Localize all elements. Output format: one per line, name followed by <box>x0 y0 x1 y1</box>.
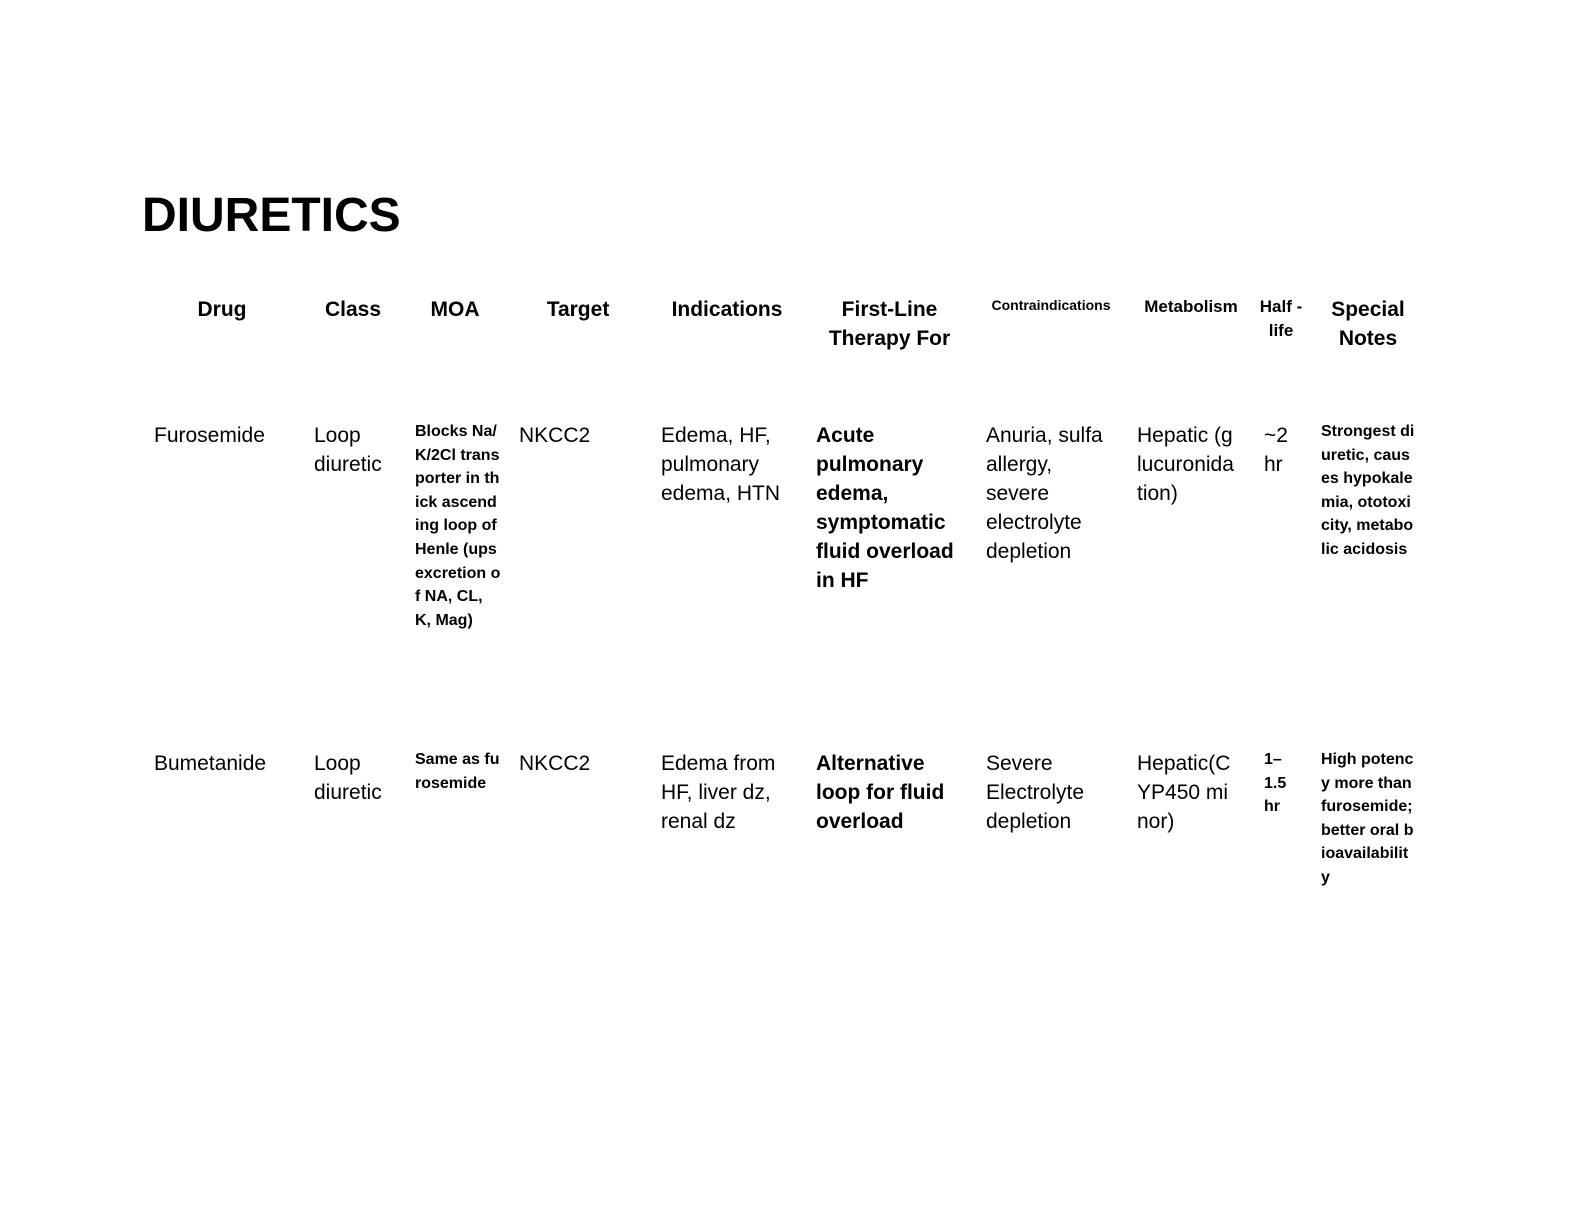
table-cell-special-notes: High potency more than furosemide; better oral bioavailability <box>1321 751 1414 886</box>
table-cell-moa: Blocks Na/K/2Cl transporter in thick ascending loop of Henle (ups excretion of NA, CL, K, Mag) <box>415 423 501 629</box>
table-cell-special-notes: Strongest diuretic, causes hypokalemia, ototoxicity, metabolic acidosis <box>1321 423 1415 558</box>
table-cell-first-line: Acute pulmonary edema, symptomatic fluid overload in HF <box>816 424 954 592</box>
table-cell-drug: Bumetanide <box>154 752 267 775</box>
header-indications: Indications <box>671 298 783 321</box>
header-special-notes: Special Notes <box>1331 298 1405 350</box>
table-cell-indications: Edema, HF, pulmonary edema, HTN <box>661 424 781 505</box>
header-class: Class <box>324 298 382 321</box>
header-metabolism: Metabolism <box>1144 297 1238 316</box>
header-half-life: Half -life <box>1259 297 1303 340</box>
header-contraindications: Contraindications <box>991 297 1111 313</box>
header-first-line: First-Line Therapy For <box>828 298 951 350</box>
table-cell-indications: Edema from HF, liver dz, renal dz <box>661 752 776 833</box>
table-cell-metabolism: Hepatic(CYP450 minor) <box>1137 752 1231 833</box>
table-cell-first-line: Alternative loop for fluid overload <box>816 752 945 833</box>
table-cell-contraindications: Severe Electrolyte depletion <box>986 752 1085 833</box>
table-cell-moa: Same as furosemide <box>415 751 500 792</box>
table-cell-contraindications: Anuria, sulfa allergy, severe electrolyte depletion <box>986 424 1103 563</box>
table-cell-drug: Furosemide <box>154 424 265 447</box>
header-moa: MOA <box>430 298 480 321</box>
page-title: DIURETICS <box>142 189 401 242</box>
table-cell-target: NKCC2 <box>519 424 591 447</box>
table-cell-target: NKCC2 <box>519 752 591 775</box>
header-drug: Drug <box>197 298 247 321</box>
table-cell-half-life: ~2 hr <box>1264 424 1288 476</box>
table-cell-half-life: 1–1.5 hr <box>1264 751 1287 816</box>
table-cell-class: Loop diuretic <box>314 424 382 476</box>
table-cell-metabolism: Hepatic (glucuronidation) <box>1137 424 1234 505</box>
table-cell-class: Loop diuretic <box>314 752 382 804</box>
header-target: Target <box>546 298 610 321</box>
